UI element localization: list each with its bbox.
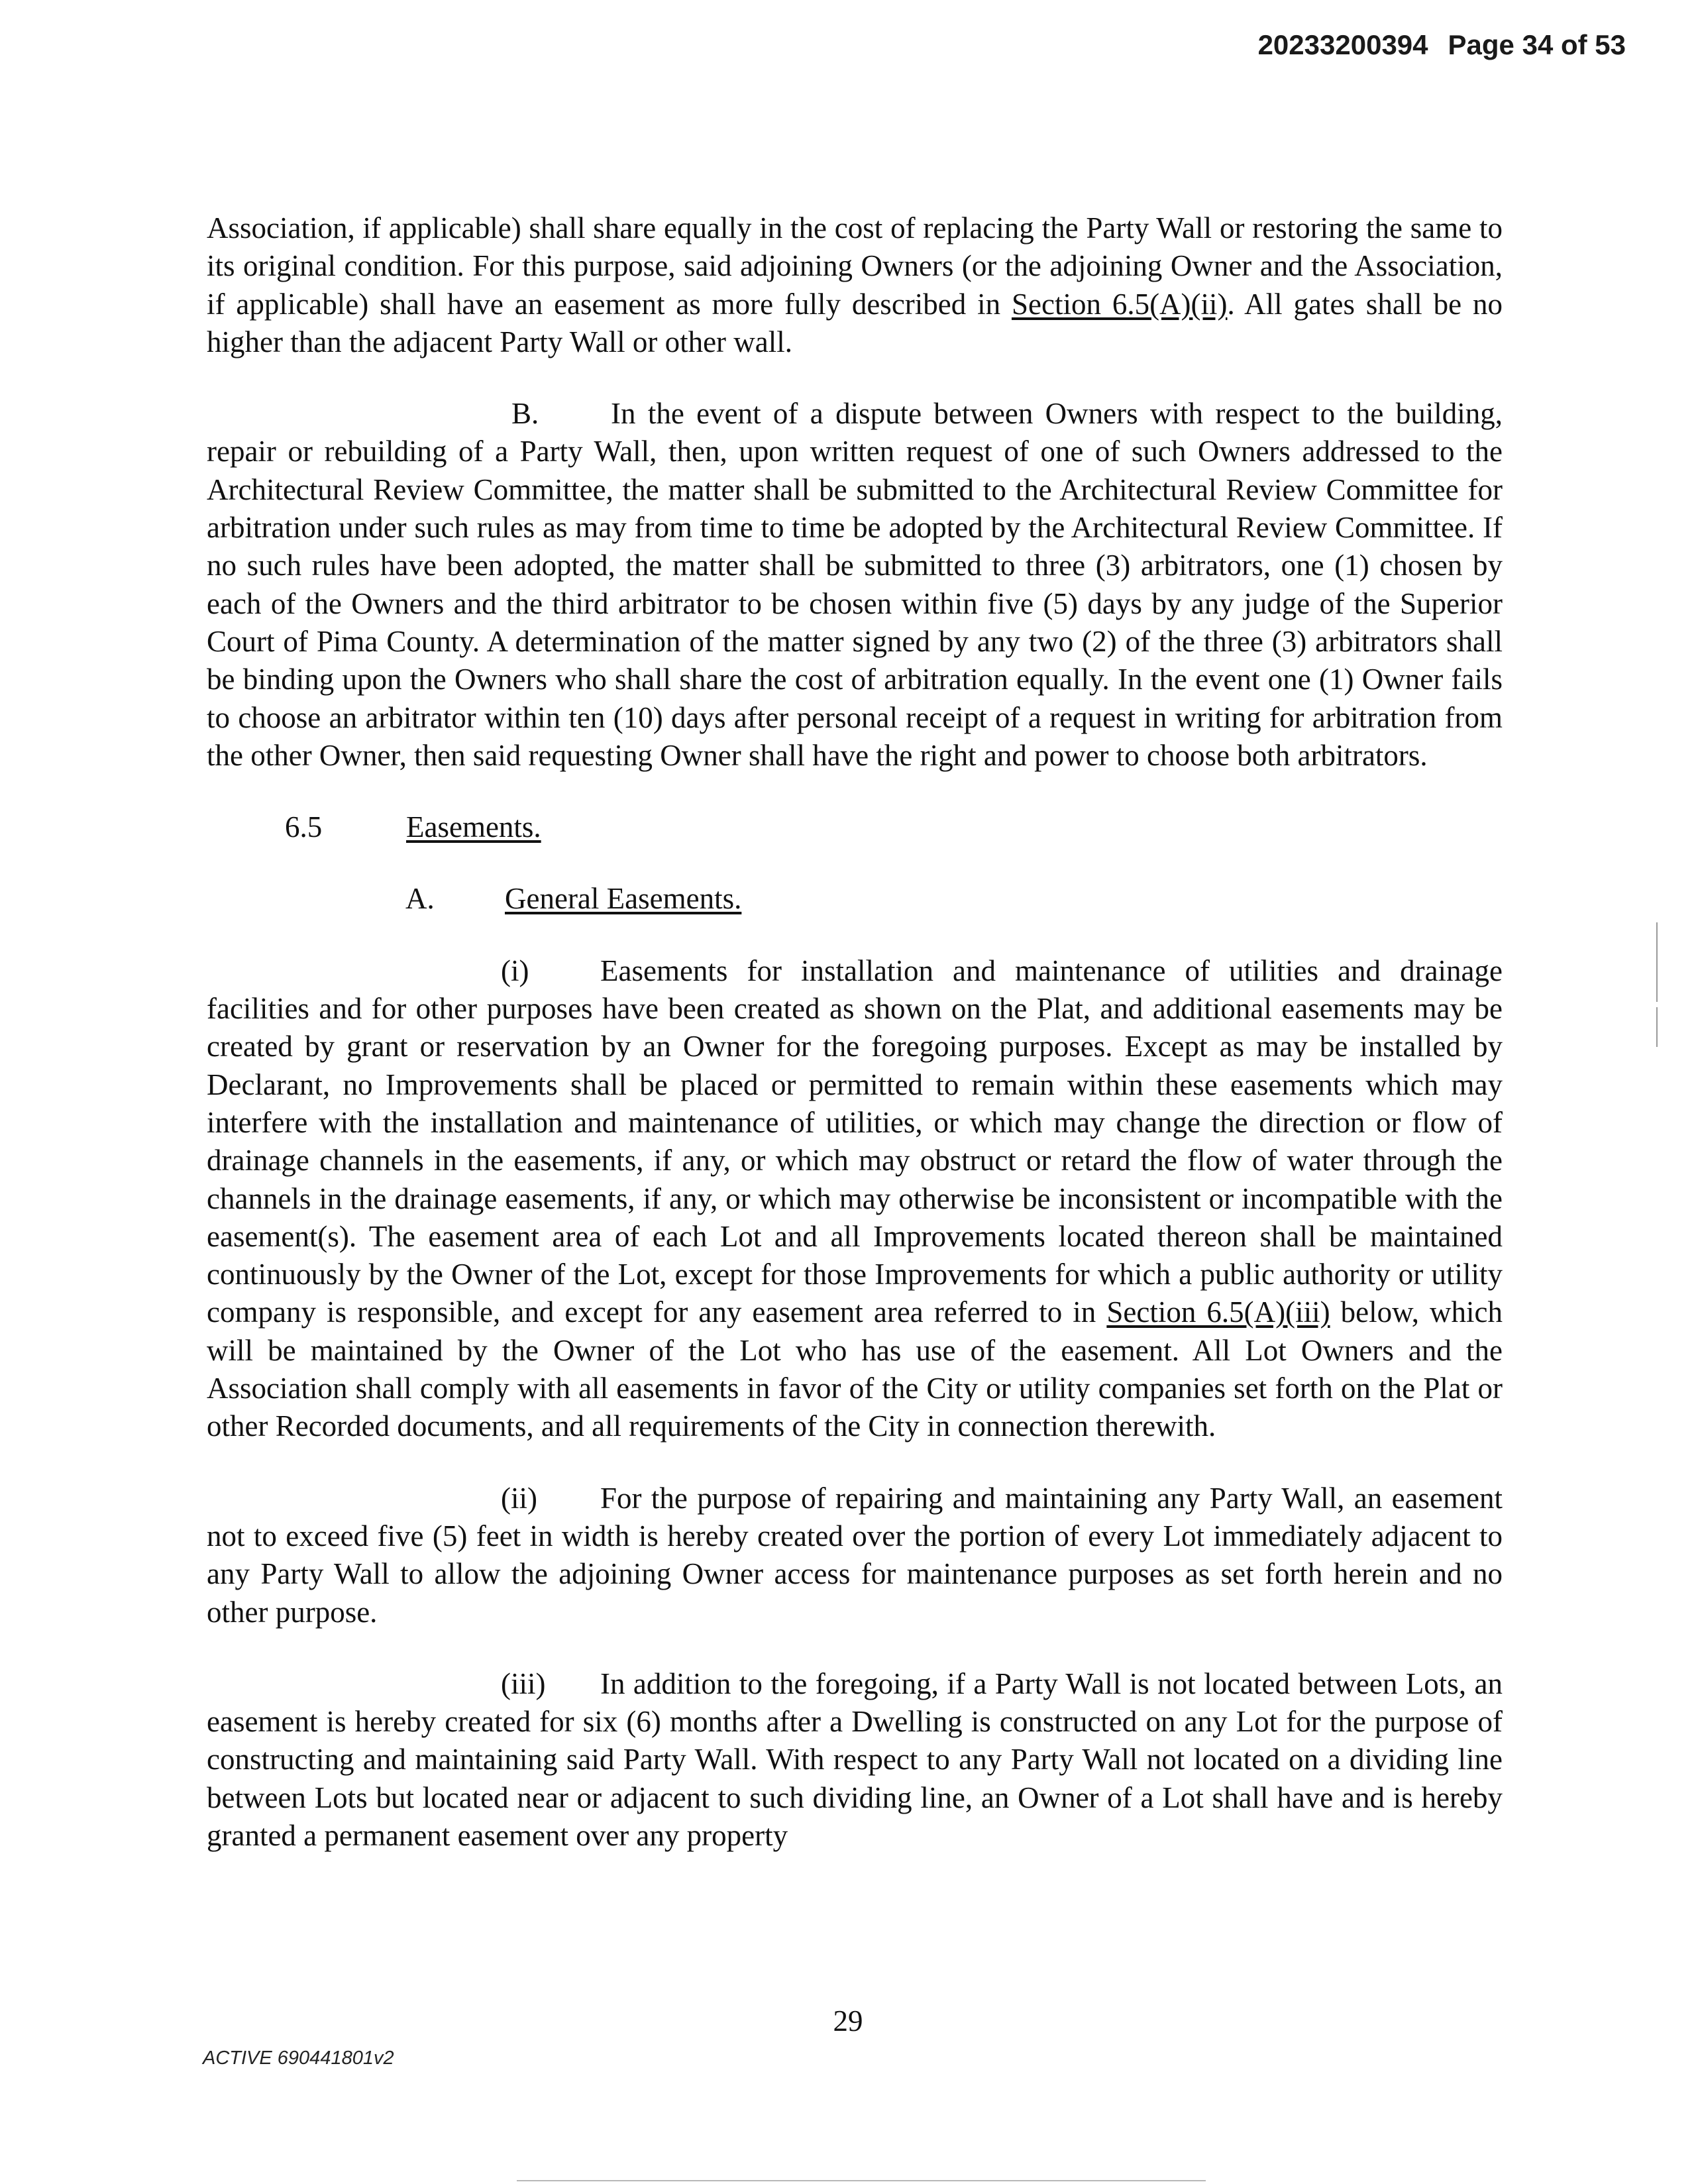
recording-stamp <box>1258 29 1626 61</box>
section-title: Easements. <box>406 810 541 844</box>
paragraph-text: In the event of a dispute between Owners with respect to the building, repair or rebuilding of a Party Wall, then, upon written request of one of such Owners addressed to the Architectural Review Committee, the matter shall be submitted to the Architectural Review Committee for arbitration under such rules as may from time to time be adopted by the Architectural Review Committee. If no such rules have been adopted, the matter shall be submitted to three (3) arbitrators, one (1) chosen by each of the Owners and the third arbitrator to be chosen within five (5) days by any judge of the Superior Court of Pima County. A determination of the matter signed by any two (2) of the three (3) arbitrators shall be binding upon the Owners who shall share the cost of arbitration equally. In the event one (1) Owner fails to choose an arbitrator within ten (10) days after personal receipt of a request in writing for arbitration from the other Owner, then said requesting Owner shall have the right and power to choose both arbitrators. <box>207 397 1503 772</box>
document-body <box>207 209 1503 1888</box>
paragraph-ii <box>207 1480 1503 1631</box>
cross-reference-section-6-5-a-ii: Section 6.5(A)(ii) <box>1011 287 1228 321</box>
scan-margin-mark <box>1656 922 1658 1002</box>
paragraph-text: below, which will be maintained by the Owner of the Lot who has use of the easement. All Lot Owners and the Association shall comply with all easements in favor of the City or utility companies set forth on the Plat or other Recorded documents, and all requirements of the City in connection therewith. <box>207 1295 1503 1443</box>
page-count: Page 34 of 53 <box>1448 29 1626 60</box>
section-number: 6.5 <box>285 810 323 844</box>
list-marker-i: (i) <box>501 954 529 987</box>
paragraph-text: In addition to the foregoing, if a Party Wall is not located between Lots, an easement is hereby created for six (6) months after a Dwelling is constructed on any Lot for the purpose of constructing and maintaining said Party Wall. With respect to any Party Wall not located on a dividing line between Lots but located near or adjacent to such dividing line, an Owner of a Lot shall have and is hereby granted a permanent easement over any property <box>207 1666 1503 1852</box>
subsection-number: A. <box>405 882 435 916</box>
scan-edge-line <box>517 2180 1206 2181</box>
paragraph-i <box>207 952 1503 1446</box>
paragraph-text: For the purpose of repairing and maintaining any Party Wall, an easement not to exceed five (5) feet in width is hereby created over the portion of every Lot immediately adjacent to any Party Wall to allow the adjoining Owner access for maintenance purposes as set forth herein and no other purpose. <box>207 1481 1503 1629</box>
paragraph-text: . All gates shall be no higher than the adjacent Party Wall or other wall. <box>207 287 1503 358</box>
cross-reference-section-6-5-a-iii: Section 6.5(A)(iii) <box>1106 1295 1330 1329</box>
list-marker-b: B. <box>511 397 539 431</box>
paragraph-text: Association, if applicable) shall share equally in the cost of replacing the Party Wall or restoring the same to its original condition. For this purpose, said adjoining Owners (or the adjoining Owner and the Association, if applicable) shall have an easement as more fully described in <box>207 211 1503 321</box>
document-id: ACTIVE 690441801v2 <box>203 2048 394 2069</box>
list-marker-iii: (iii) <box>501 1666 546 1700</box>
paragraph-iii <box>207 1665 1503 1855</box>
paragraph-continuation <box>207 209 1503 361</box>
list-marker-ii: (ii) <box>501 1481 537 1515</box>
paragraph-text: Easements for installation and maintenance of utilities and drainage facilities and for other purposes have been created as shown on the Plat, and additional easements may be created by grant or reservation by an Owner for the foregoing purposes. Except as may be installed by Declarant, no Improvements shall be placed or permitted to remain within these easements which may interfere with the installation and maintenance of utilities, or which may change the direction or flow of drainage channels in the easements, if any, or which may obstruct or retard the flow of water through the channels in the drainage easements, if any, or which may otherwise be inconsistent or incompatible with the easement(s). The easement area of each Lot and all Improvements located thereon shall be maintained continuously by the Owner of the Lot, except for those Improvements for which a public authority or utility company is responsible, and except for any easement area referred to in <box>207 954 1503 1329</box>
section-heading-6-5 <box>207 808 1503 846</box>
subsection-heading-a <box>207 880 1503 918</box>
subsection-title: General Easements. <box>505 882 742 916</box>
paragraph-b <box>207 395 1503 775</box>
scan-margin-mark <box>1656 1007 1658 1047</box>
page-number: 29 <box>833 2004 863 2038</box>
recording-number: 20233200394 <box>1257 29 1428 60</box>
